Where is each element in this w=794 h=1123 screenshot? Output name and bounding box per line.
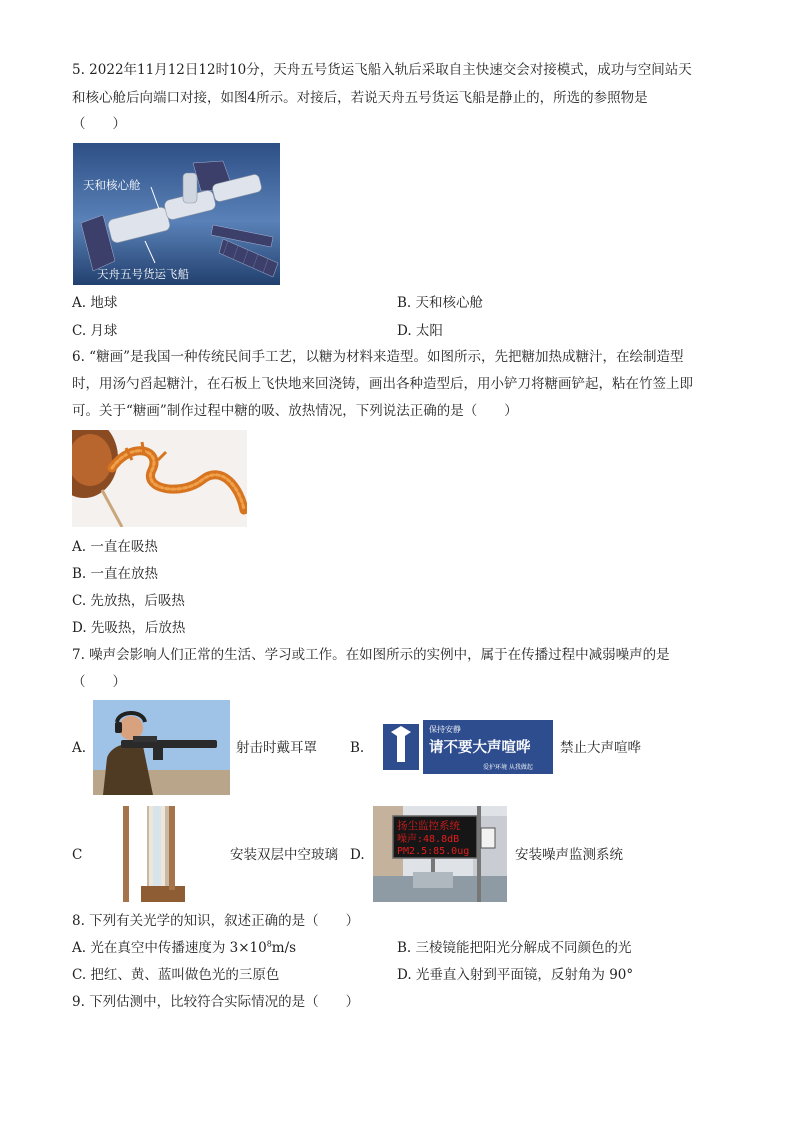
q6-option-c: C. 先放热，后吸热 (72, 593, 185, 609)
q8-option-a-post: m/s (271, 940, 297, 956)
q6-option-a: A. 一直在吸热 (72, 539, 158, 555)
q5-stem-line1: 5. 2022年11月12日12时10分，天舟五号货运飞船入轨后采取自主快速交会对接模式，成功与空间站天 (72, 62, 692, 78)
q7-answer-paren: （ ） (72, 674, 126, 690)
q5-option-b: B. 天和核心舱 (397, 295, 484, 311)
q7-quiet-sign-image (375, 718, 553, 776)
q6-stem-line2: 时，用汤勺舀起糖汁，在石板上飞快地来回浇铸，画出各种造型后，用小铲刀将糖画铲起，粘在竹签上即 (72, 376, 693, 392)
q8-option-c: C. 把红、黄、蓝叫做色光的三原色 (72, 967, 280, 983)
q8-option-a-exponent: 8 (266, 939, 272, 949)
q5-label-ship: 天舟五号货运飞船 (97, 269, 189, 281)
q8-option-a (72, 938, 296, 958)
q7-stem-line1: 7. 噪声会影响人们正常的生活、学习或工作。在如图所示的实例中，属于在传播过程中减弱噪声的是 (72, 647, 670, 663)
q6-stem-line1: 6. “糖画”是我国一种传统民间手工艺，以糖为材料来造型。如图所示，先把糖加热成糖汁，在绘制造型 (72, 349, 684, 365)
q5-option-c: C. 月球 (72, 323, 118, 339)
q7-option-b-letter: B. (350, 740, 365, 756)
q7-shooter-earmuffs-image (93, 700, 230, 795)
q8-option-d: D. 光垂直入射到平面镜，反射角为 90° (397, 967, 634, 983)
q7-option-c-letter: C (72, 847, 83, 863)
q8-stem-line1: 8. 下列有关光学的知识，叙述正确的是（ ） (72, 913, 360, 929)
q5-label-core: 天和核心舱 (83, 180, 141, 192)
q7-option-a-letter: A. (72, 740, 87, 756)
q7-option-b-caption: 禁止大声喧哗 (560, 740, 641, 756)
q5-stem-line2: 和核心舱后向端口对接，如图4所示。对接后，若说天舟五号货运飞船是静止的，所选的参照物是 (72, 90, 648, 106)
q9-stem-line1: 9. 下列估测中，比较符合实际情况的是（ ） (72, 994, 360, 1010)
q5-option-a: A. 地球 (72, 295, 118, 311)
q6-option-b: B. 一直在放热 (72, 566, 159, 582)
q7-option-d-caption: 安装噪声监测系统 (515, 847, 623, 863)
q5-answer-paren: （ ） (72, 116, 126, 132)
q7-double-glazing-image (123, 806, 187, 902)
q5-option-d: D. 太阳 (397, 323, 443, 339)
q6-option-d: D. 先吸热，后放热 (72, 620, 186, 636)
q5-space-station-image (73, 143, 280, 285)
q7-monitor-noise: 噪声:48.8dB (397, 834, 460, 845)
q7-monitor-title: 扬尘监控系统 (397, 820, 460, 832)
q7-option-c-caption: 安装双层中空玻璃 (230, 847, 338, 863)
q7-sign-title: 保持安静 (429, 725, 461, 734)
q7-option-a-caption: 射击时戴耳罩 (236, 740, 317, 756)
q7-noise-monitor-image (373, 806, 507, 902)
q8-option-b: B. 三棱镜能把阳光分解成不同颜色的光 (397, 940, 632, 956)
q6-stem-line3: 可。关于“糖画”制作过程中糖的吸、放热情况，下列说法正确的是（ ） (72, 403, 518, 419)
q8-option-a-pre: A. 光在真空中传播速度为 3×10 (72, 940, 267, 956)
q7-monitor-pm: PM2.5:85.0ug (397, 846, 470, 857)
q6-sugar-painting-image (72, 430, 247, 527)
q7-option-d-letter: D. (350, 847, 365, 863)
q7-sign-sub: 爱护环境 从我做起 (483, 764, 533, 771)
q7-sign-main: 请不要大声喧哗 (429, 740, 531, 756)
